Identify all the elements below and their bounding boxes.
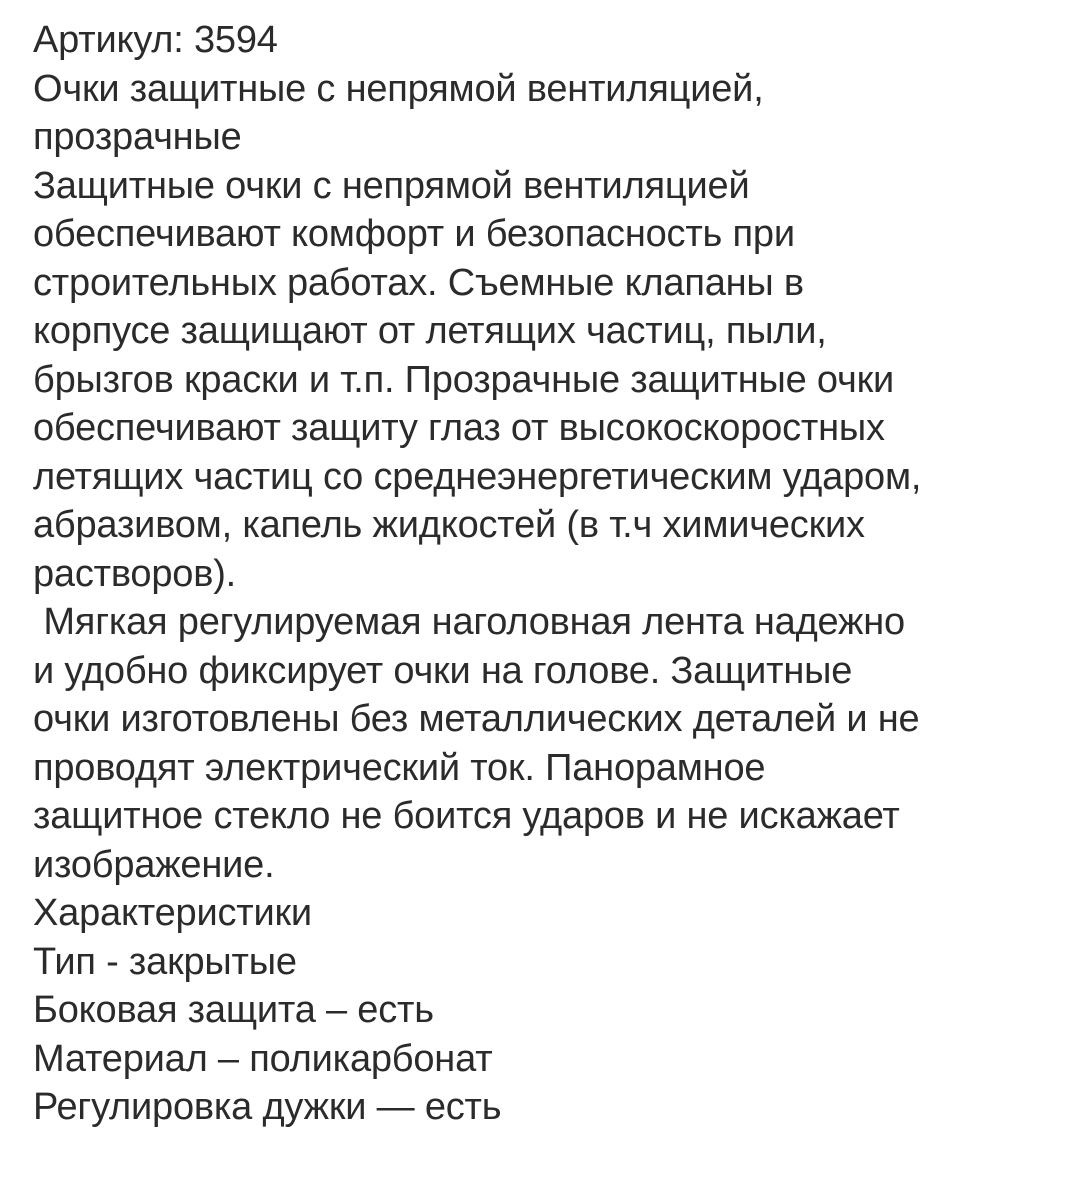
description-line: летящих частиц со среднеэнергетическим ударом, — [33, 455, 922, 498]
characteristic-side-protection: Боковая защита – есть — [33, 989, 434, 1031]
characteristic-material: Материал – поликарбонат — [33, 1037, 493, 1080]
characteristic-type: Тип - закрытые — [33, 940, 297, 983]
description-line: проводят электрический ток. Панорамное — [33, 746, 766, 789]
article-line: Артикул: 3594 — [33, 19, 278, 61]
description-line: и удобно фиксирует очки на голове. Защитные — [33, 649, 853, 692]
description-line: корпусе защищают от летящих частиц, пыли, — [33, 310, 827, 352]
product-title-line-2: прозрачные — [33, 116, 242, 158]
description-line: брызгов краски и т.п. Прозрачные защитные очки — [33, 358, 895, 401]
description-line: изображение. — [33, 843, 275, 886]
characteristic-temple-adjustment: Регулировка дужки — есть — [33, 1086, 502, 1128]
description-line: абразивом, капель жидкостей (в т.ч химических — [33, 504, 865, 546]
description-line: защитное стекло не боится ударов и не искажает — [33, 795, 900, 837]
product-title-line-1: Очки защитные с непрямой вентиляцией, — [33, 67, 764, 110]
description-line: Мягкая регулируемая наголовная лента надежно — [33, 601, 905, 643]
characteristics-header: Характеристики — [33, 892, 312, 934]
description-line: Защитные очки с непрямой вентиляцией — [33, 164, 750, 207]
description-line: очки изготовлены без металлических деталей и не — [33, 698, 920, 740]
description-line: обеспечивают защиту глаз от высокоскоростных — [33, 407, 885, 449]
description-line: растворов). — [33, 552, 237, 595]
description-line: обеспечивают комфорт и безопасность при — [33, 213, 795, 255]
description-line: строительных работах. Съемные клапаны в — [33, 261, 804, 304]
